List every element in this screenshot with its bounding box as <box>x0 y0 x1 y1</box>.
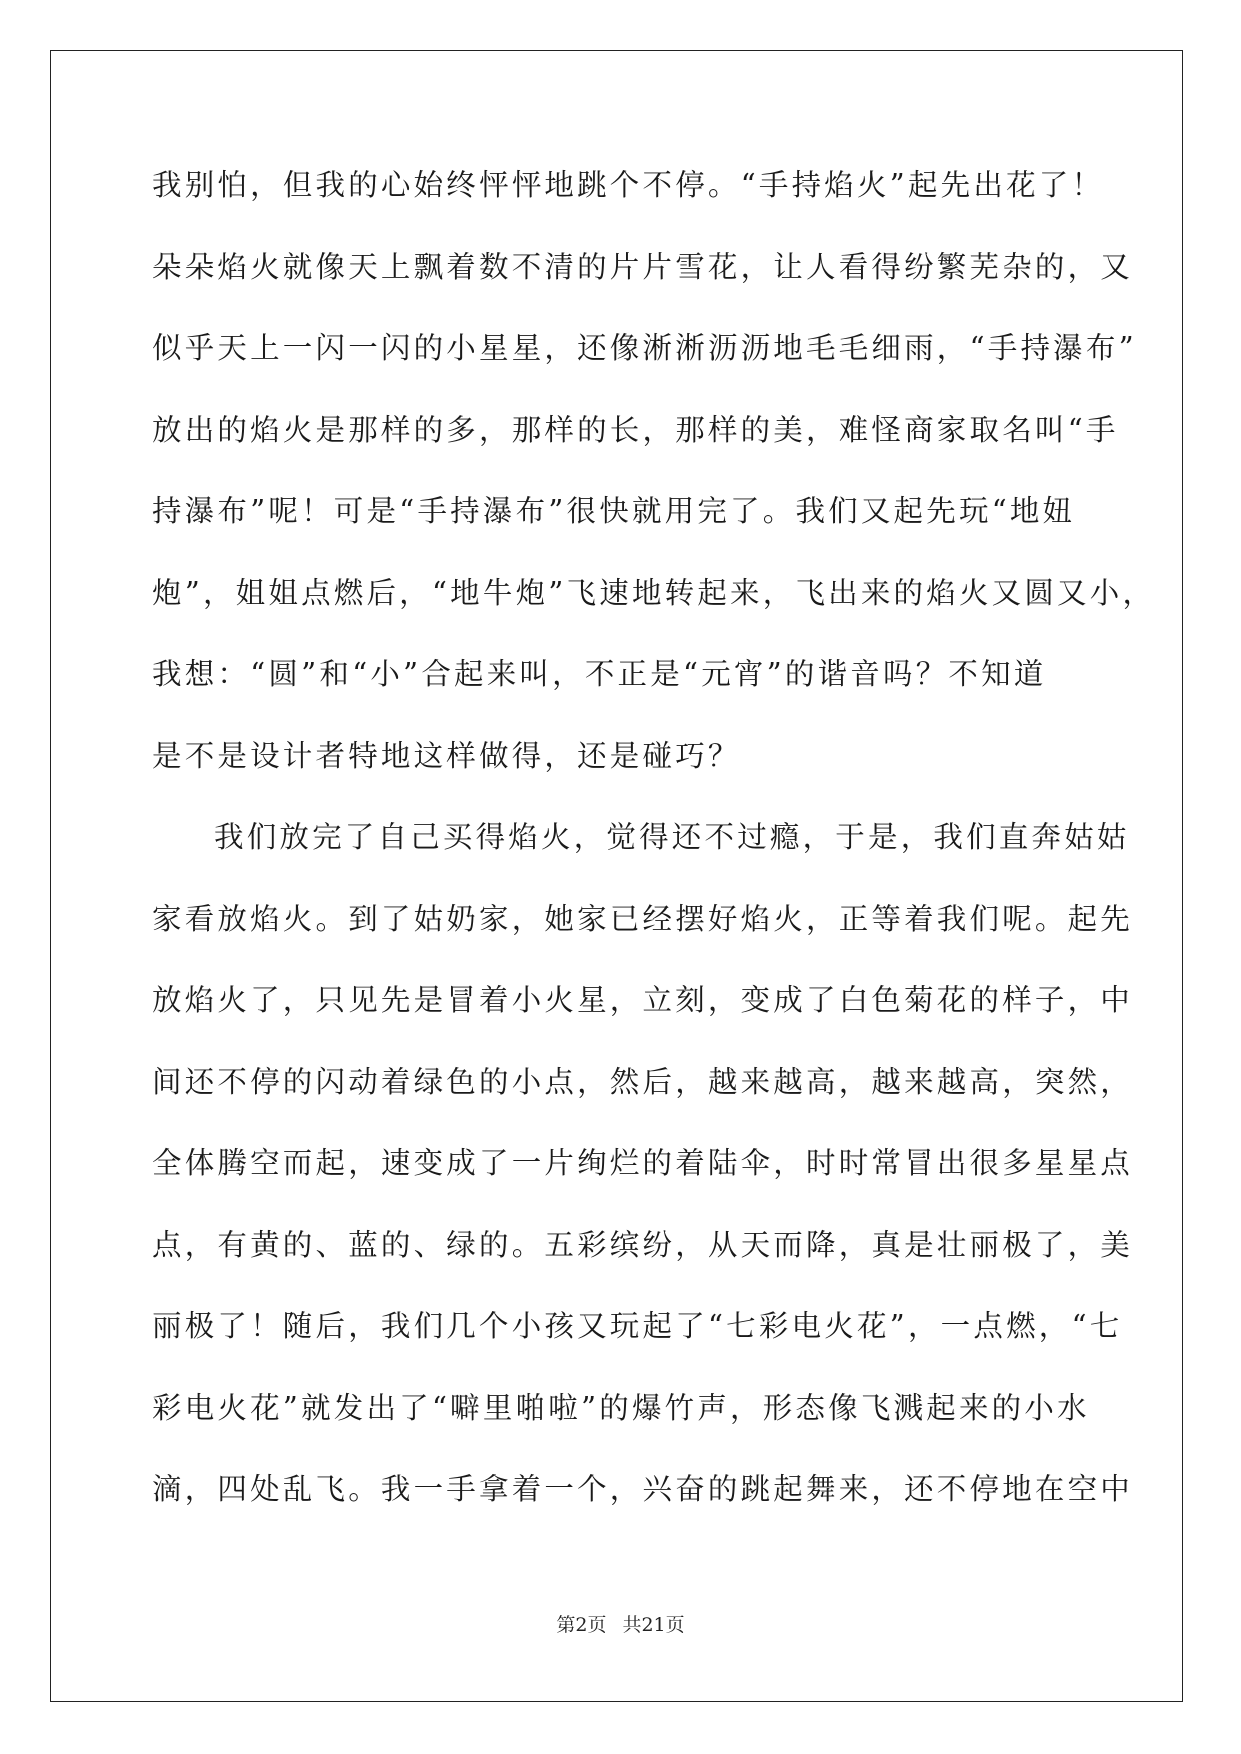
text-line: 放出的焰火是那样的多，那样的长，那样的美，难怪商家取名叫“手 <box>152 412 1119 447</box>
text-line: 放焰火了，只见先是冒着小火星，立刻，变成了白色菊花的样子，中 <box>152 983 1134 1017</box>
text-line: 似乎天上一闪一闪的小星星，还像淅淅沥沥地毛毛细雨，“手持瀑布” <box>152 331 1137 365</box>
text-line: 朵朵焰火就像天上飘着数不清的片片雪花，让人看得纷繁芜杂的，又 <box>152 249 1134 284</box>
page-total: 共21页 <box>622 1614 685 1636</box>
text-line: 点，有黄的、蓝的、绿的。五彩缤纷，从天而降，真是壮丽极了，美 <box>152 1227 1134 1262</box>
page-footer <box>0 1610 1241 1637</box>
text-line: 我想：“圆”和“小”合起来叫，不正是“元宵”的谐音吗？不知道 <box>152 657 1047 691</box>
page-number: 第2页 <box>556 1614 607 1636</box>
text-line: 家看放焰火。到了姑奶家，她家已经摆好焰火，正等着我们呢。起先 <box>152 901 1134 936</box>
text-line: 我别怕，但我的心始终怦怦地跳个不停。“手持焰火”起先出花了！ <box>152 168 1105 202</box>
text-line: 彩电火花”就发出了“噼里啪啦”的爆竹声，形态像飞溅起来的小水 <box>152 1390 1090 1425</box>
document-body <box>152 157 1156 1543</box>
text-line: 滴，四处乱飞。我一手拿着一个，兴奋的跳起舞来，还不停地在空中 <box>152 1472 1134 1506</box>
text-line: 间还不停的闪动着绿色的小点，然后，越来越高，越来越高，突然， <box>152 1064 1134 1099</box>
text-line: 炮”，姐姐点燃后，“地牛炮”飞速地转起来，飞出来的焰火又圆又小， <box>152 575 1156 610</box>
text-line: 是不是设计者特地这样做得，还是碰巧？ <box>152 738 741 773</box>
text-line: 全体腾空而起，速变成了一片绚烂的着陆伞，时时常冒出很多星星点 <box>152 1146 1134 1180</box>
text-line: 丽极了！随后，我们几个小孩又玩起了“七彩电火花”，一点燃，“七 <box>152 1309 1123 1343</box>
text-line: 持瀑布”呢！可是“手持瀑布”很快就用完了。我们又起先玩“地妞 <box>152 494 1076 528</box>
paragraph-start-line: 我们放完了自己买得焰火，觉得还不过瘾，于是，我们直奔姑姑 <box>214 820 1130 854</box>
